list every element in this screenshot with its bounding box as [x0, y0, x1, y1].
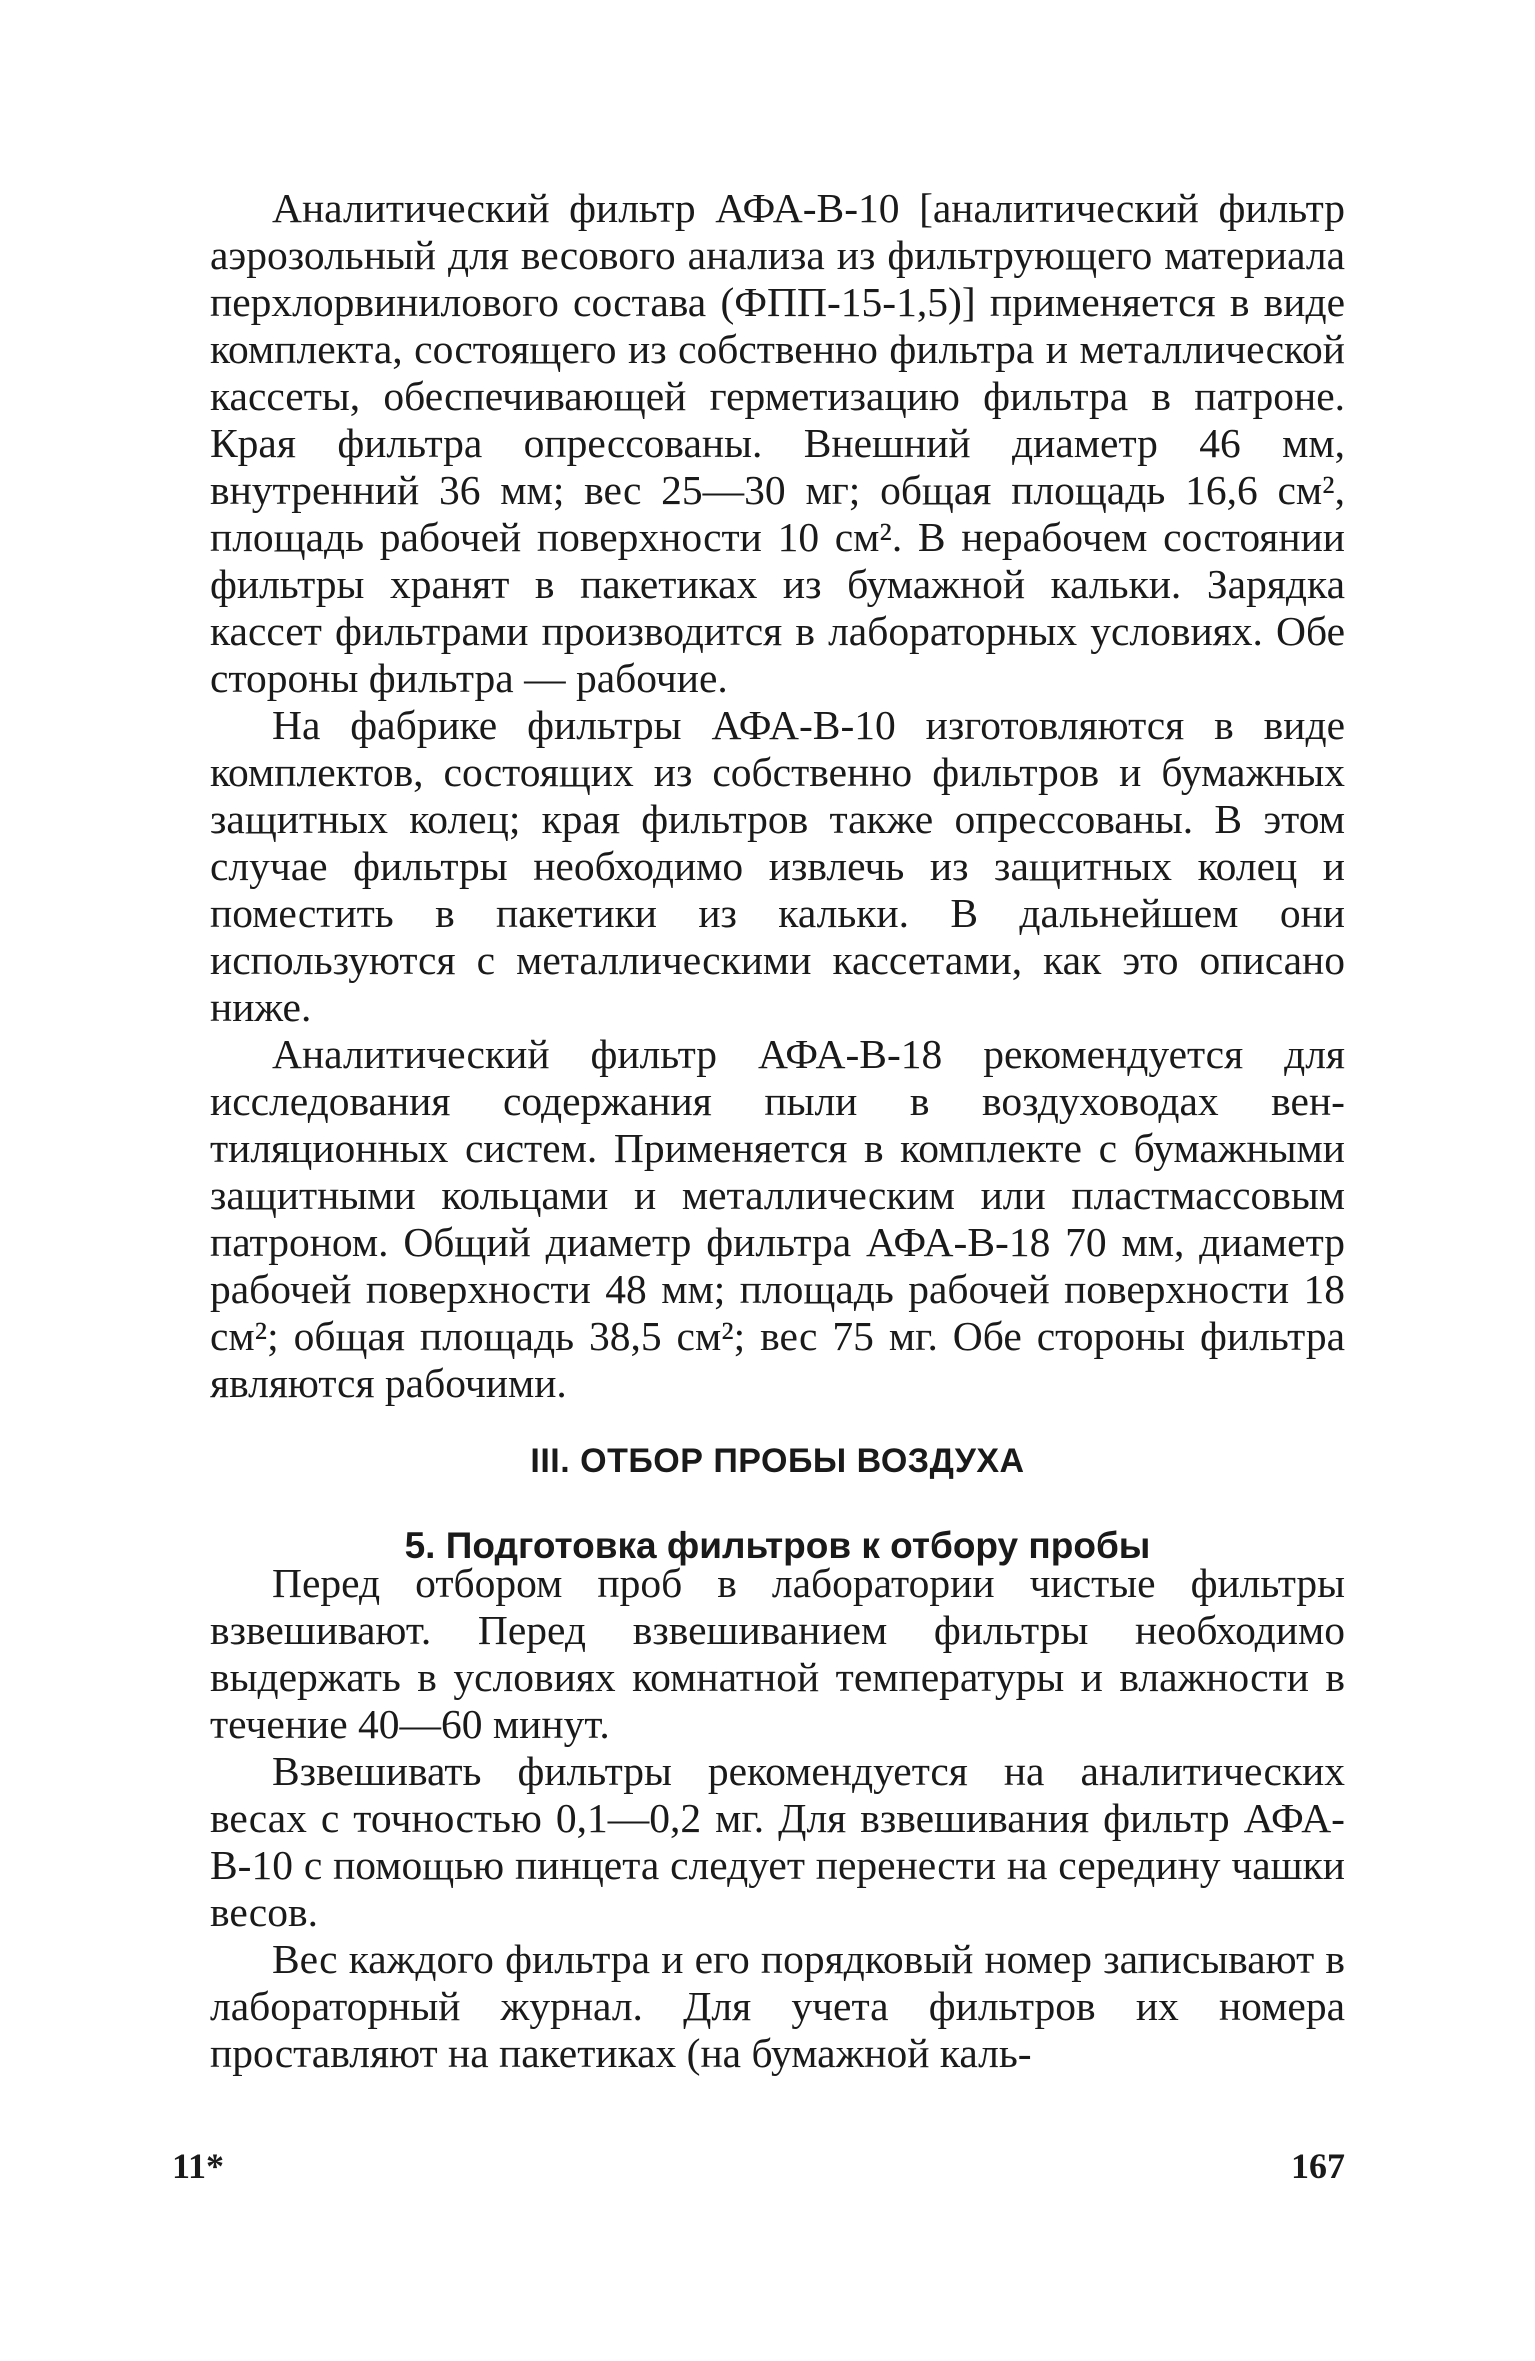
subsection-heading: 5. Подготовка фильтров к отбору пробы [404, 1525, 1151, 1566]
paragraph-factory-kits: На фабрике фильтры АФА-В-10 изготовляются в виде комплектов, состоящих из собственно фильтров и бумажных защитных колец; края фильтров также опрессованы. В этом случае фильтры необходимо извлечь из защитных колец и поместить в пакетики из кальки. В дальнейшем они используются с металлическими кассетами, как это описано ниже. [210, 702, 1345, 1030]
section-heading: III. ОТБОР ПРОБЫ ВОЗДУХА [530, 1442, 1025, 1480]
paragraph-weighing-prep: Перед отбором проб в лаборатории чистые фильтры взвешивают. Перед взвешиванием фильтры необходимо выдержать в условиях комнатной температуры и влажности в течение 40—60 минут. [210, 1560, 1345, 1747]
paragraph-lab-journal: Вес каждого фильтра и его порядковый номер записывают в лабораторный журнал. Для учета фильтров их номера проставляют на пакетиках (на бумажной каль- [210, 1936, 1345, 2076]
paragraph-analytical-scales: Взвешивать фильтры рекомендуется на аналитических весах с точностью 0,1—0,2 мг. Для взвешивания фильтр АФА-В-10 с помощью пинцета следует перенести на середину чашки весов. [210, 1748, 1345, 1935]
paragraph-afa-v-10: Аналитический фильтр АФА-В-10 [аналитический фильтр аэрозольный для весового анализа из фильтрующего материала перхлорвинилового состава (ФПП-15-1,5)] применяется в виде комплекта, состоящего из собственно фильтра и металлической кассеты, обеспечивающей герметизацию фильтра в патроне. Края фильтра опрессованы. Внешний диаметр 46 мм, внутренний 36 мм; вес 25—30 мг; общая площадь 16,6 см², площадь рабочей поверхности 10 см². В нерабочем состоянии фильтры хранят в пакетиках из бумажной кальки. Зарядка кассет фильтрами производится в лабораторных условиях. Обе стороны фильтра — рабочие. [210, 185, 1345, 701]
paragraph-afa-v-18: Аналитический фильтр АФА-В-18 рекомендуется для исследования содержания пыли в воздуховодах вентиляционных систем. Применяется в комплекте с бумажными защитными кольцами и металлическим или пластмассовым патроном. Общий диаметр фильтра АФА-В-18 70 мм, диаметр рабочей поверхности 48 мм; площадь рабочей поверхности 18 см²; общая площадь 38,5 см²; вес 75 мг. Обе стороны фильтра являются рабочими. [210, 1031, 1345, 1406]
body-text-bottom [210, 1560, 1345, 2077]
printer-signature: 11* [172, 2146, 225, 2186]
page-number: 167 [1291, 2146, 1345, 2186]
body-text-top [210, 185, 1345, 1407]
